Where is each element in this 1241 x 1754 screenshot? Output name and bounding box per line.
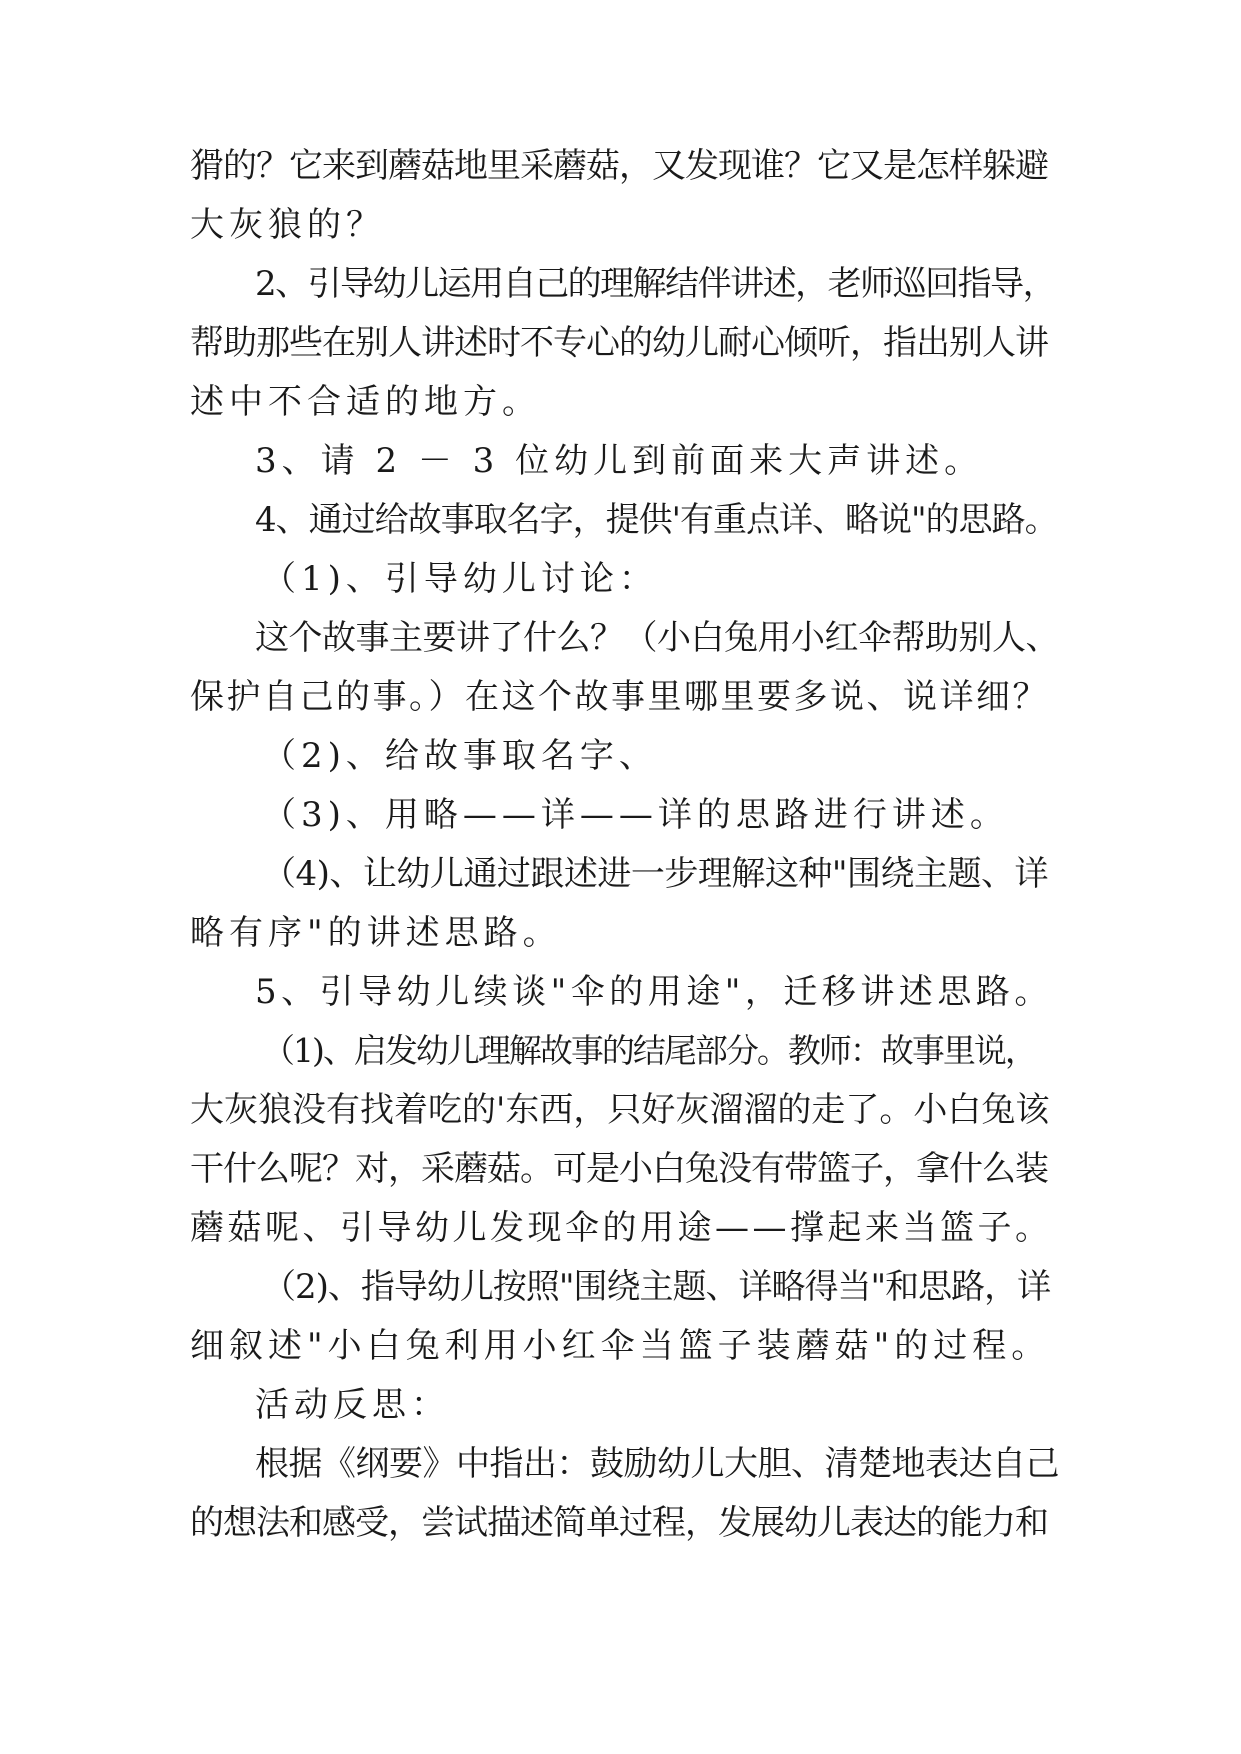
text-line: 述中不合适的地方。 <box>190 382 541 422</box>
text-line: 保护自己的事。）在这个故事里哪里要多说、说详细？ <box>190 677 1049 717</box>
text-line: 2、引导幼儿运用自己的理解结伴讲述，老师巡回指导， <box>255 264 1056 304</box>
text-line: 蘑菇呢、引导幼儿发现伞的用途——撑起来当篮子。 <box>190 1208 1053 1248</box>
text-line: 细叙述"小白兔利用小红伞当篮子装蘑菇"的过程。 <box>190 1326 1051 1366</box>
text-line: 猾的？它来到蘑菇地里采蘑菇，又发现谁？它又是怎样躲避 <box>190 146 1048 186</box>
text-line: 帮助那些在别人讲述时不专心的幼儿耐心倾听，指出别人讲 <box>190 323 1048 363</box>
text-line: 干什么呢？对，采蘑菇。可是小白兔没有带篮子，拿什么装 <box>190 1149 1048 1189</box>
text-line: 略有序"的讲述思路。 <box>190 913 562 953</box>
text-line: 根据《纲要》中指出：鼓励幼儿大胆、清楚地表达自己 <box>255 1444 1059 1484</box>
text-line: 大灰狼没有找着吃的'东西，只好灰溜溜的走了。小白兔该 <box>190 1090 1050 1130</box>
text-line: （1)、引导幼儿讨论： <box>262 559 658 599</box>
text-line: 4、通过给故事取名字，提供'有重点详、略说"的思路。 <box>255 500 1058 540</box>
text-line: 的想法和感受，尝试描述简单过程，发展幼儿表达的能力和 <box>190 1503 1048 1543</box>
text-line: 活动反思： <box>255 1385 450 1425</box>
text-line: 3、请 2 － 3 位幼儿到前面来大声讲述。 <box>255 441 984 481</box>
text-line: （2)、给故事取名字、 <box>262 736 658 776</box>
text-line: （4)、让幼儿通过跟述进一步理解这种"围绕主题、详 <box>262 854 1049 894</box>
text-line: 大灰狼的？ <box>190 205 385 245</box>
text-line: （3)、用略——详——详的思路进行讲述。 <box>262 795 1009 835</box>
text-line: 这个故事主要讲了什么？（小白兔用小红伞帮助别人、 <box>255 618 1059 658</box>
text-line: （2)、指导幼儿按照"围绕主题、详略得当"和思路，详 <box>262 1267 1051 1307</box>
text-line: 5、引导幼儿续谈"伞的用途"，迁移讲述思路。 <box>255 972 1053 1012</box>
text-line: （1)、启发幼儿理解故事的结尾部分。教师：故事里说， <box>262 1031 1036 1070</box>
